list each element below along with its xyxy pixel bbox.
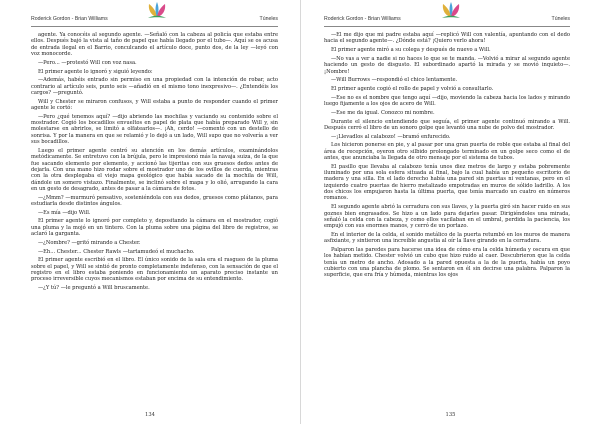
logo-leaf [442, 16, 460, 18]
right-page-body [324, 32, 570, 279]
title-header: Túneles [551, 16, 570, 22]
author-header: Roderick Gordon - Brian Williams [324, 16, 401, 22]
paragraph: El primer agente lo ignoró y siguió leyendo: [38, 68, 153, 75]
logo-leaf [148, 16, 166, 18]
page-number: 135 [445, 412, 456, 418]
publisher-logo-icon [144, 2, 170, 20]
paragraph: —No vas a ver a nadie si no haces lo que se te manda. —Volvió a mirar al segundo agente haciendo un gesto de disgusto. El subordinado apartó la mirada y se movió inquieto—. ¡Nombre! [324, 55, 570, 75]
page-number: 134 [145, 412, 155, 418]
paragraph: En el interior de la celda, el sonido metálico de la puerta retumbó en los muros de manera asfixiante, y sintieron una increíble angustia al oír la llave girando en la cerradura. [324, 231, 570, 245]
paragraph: —Pero... —protestó Will con voz nasa. [38, 59, 137, 66]
paragraph: Will y Chester se miraron confusos, y Will estaba a punto de responder cuando el primer agente le cortó: [31, 98, 278, 111]
paragraph: —Ese no es el nombre que tengo aquí —dijo, moviendo la cabeza hacia los lados y mirando luego fijamente a los ojos de acero de Will. [324, 94, 570, 108]
paragraph: agente. Ya conocéis al segundo agente. —Señaló con la cabeza al policía que estaba entre ellos. Después bajó la vista al taño de papel que había llegado por el tubo—. Aquí se os acusa de entrada ilegal en el Barrio, conculcando el artículo doce, punto dos, de la ley —leyó con voz monocorde. [31, 32, 278, 58]
paragraph: —Eh... Chester... Chester Rawls —tartamudeó el muchacho. [38, 248, 195, 255]
header-rule [324, 26, 570, 27]
paragraph: —Es mía —dijo Will. [38, 209, 91, 216]
paragraph: Los hicieron ponerse en pie, y al pasar por una gran puerta de roble que estaba al final del área de recepción, oyeron otro silbido prolongado terminado en un golpe seco como el de antes, que anunciaba la llegada de otro mensaje por el sistema de tubos. [324, 142, 570, 162]
paragraph: —Además, habéis entrado sin permiso en una propiedad con la intención de robar, acto contrario al artículo seis, punto seis —añadió en el mismo tono inexpresivo—. ¿Entendéis los cargos? —preguntó. [31, 77, 278, 96]
header-rule [31, 26, 278, 27]
paragraph: —¿Nombre? —gritó mirando a Chester. [38, 239, 141, 246]
paragraph: El primer agente miró a su colega y después de nuevo a Will. [331, 47, 491, 54]
author-header: Roderick Gordon - Brian Williams [31, 16, 108, 22]
paragraph: Luego el primer agente centró su atención en los demás artículos, examinándolos metódicamente. Se entretuvo con la brújula, pero le impresionó más la navaja suiza, de la que fue sacando elemento por elemento, y accionó las tijeritas con sus gruesos dedos antes de dejarla. Con una mano hizo rodar sobre el mostrador uno de los ovillos de cuerda, mientras con la otra desplegaba el viejo mapa geológico que había sacado de la mochila de Will, dándole un somero vistazo. Finalmente, se inclinó sobre el mapa y lo olió, arrugando la cara en un gesto de desagrado, antes de pasar a la cámara de fotos. [31, 147, 278, 192]
paragraph: —Ese me da igual. Conozco mi nombre. [331, 109, 435, 116]
paragraph: Palparon las paredes para hacerse una idea de cómo era la celda húmeda y oscura en que los habían metido. Chester volvió un cubo que hizo ruido al caer. Descubrieron que la celda tenía un metro de ancho. Adosado a la pared opuesta a la de la puerta, había un poyo cubierto con una plancha de plomo. Se sentaron en él sin decirse una palabra. Palparon la superficie, que era fría y húmeda, mientras los ojos [324, 247, 570, 279]
paragraph: El primer agente escribió en el libro. El único sonido de la sala era el rasgueo de la pluma sobre el papel, y Will se sintió de pronto completamente indefenso, con la sensación de que el registro en el libro estaba poniendo en funcionamiento un aparato preciso instante un proceso irreversible cuyos mecanismos estaban por encima de su entendimiento. [31, 257, 278, 283]
paragraph: El pasillo que llevaba al calabozo tenía unos diez metros de largo y estaba pobremente iluminado por una sola esfera situada al final, bajo la cual había un pequeño escritorio de madera y una silla. En el lado derecho había una pared sin puertas ni ventanas, pero en el izquierdo cuatro puertas de hierro metalizado empotradas en muros de sólido ladrillo. A los dos chicos los empujaron hasta la última puerta, que tenía marcado un cuatro en números romanos. [324, 163, 570, 202]
left-page-body [31, 32, 278, 291]
paragraph: —Will Burrows —respondió el chico lentamente. [331, 77, 458, 84]
publisher-logo-icon [438, 2, 464, 20]
paragraph: —¿Y tú? —le preguntó a Will bruscamente. [38, 285, 150, 292]
right-page [300, 0, 600, 424]
paragraph: —¡Llevadlos al calabozo! —bramó enfurecido. [331, 133, 451, 140]
paragraph: —¿Mmm? —murmuró pensativo, sosteniéndola con sus dedos, gruesos como plátanos, para estudiarla desde distintos ángulos. [31, 194, 278, 207]
title-header: Túneles [259, 16, 278, 22]
paragraph: El primer agente cogió el rollo de papel y volvió a consultarlo. [331, 85, 494, 92]
page-header [31, 14, 278, 24]
paragraph: —Pero ¿qué tenemos aquí? —dijo abriendo las mochilas y vaciando su contenido sobre el mostrador. Cogió los bocadillos envueltos en papel de plata que había preparado Will y, sin molestarse en abrirlos, se limitó a olfatearlos—. ¡Ah, cerdo! —comentó con un destello de sonrisa. Y por la manera en que se relamió y lo dejó a un lado, Will supo que no volvería a ver sus bocadillos. [31, 113, 278, 146]
paragraph: —El me dijo que mi padre estaba aquí —replicó Will con valentía, apuntando con el dedo hacia el segundo agente—. ¿Dónde está? ¡Quiero verlo ahora! [324, 32, 570, 45]
paragraph: Durante el silencio entendiendo que seguía, el primer agente continuó mirando a Will. Después cerró el libro de un sonoro golpe que levantó una nube de polvo del mostrador. [324, 118, 570, 131]
paragraph: El primer agente lo ignoró por completo y, depositando la cámara en el mostrador, cogió una pluma y la mojó en un tintero. Con la pluma sobre una página del libro de registros, se aclaró la garganta. [31, 218, 278, 238]
page-header [324, 14, 570, 24]
paragraph: El segundo agente abrió la cerradura con sus llaves, y la puerta giró sin hacer ruido en sus goznes bien engrasados. Se hizo a un lado para dejarles pasar. Dirigiéndoles una mirada, señaló la celda con la cabeza, y como ellos vacilaban en el umbral, perdida la paciencia, los empujó con sus enormes manos, y cerró de un portazo. [324, 204, 570, 230]
